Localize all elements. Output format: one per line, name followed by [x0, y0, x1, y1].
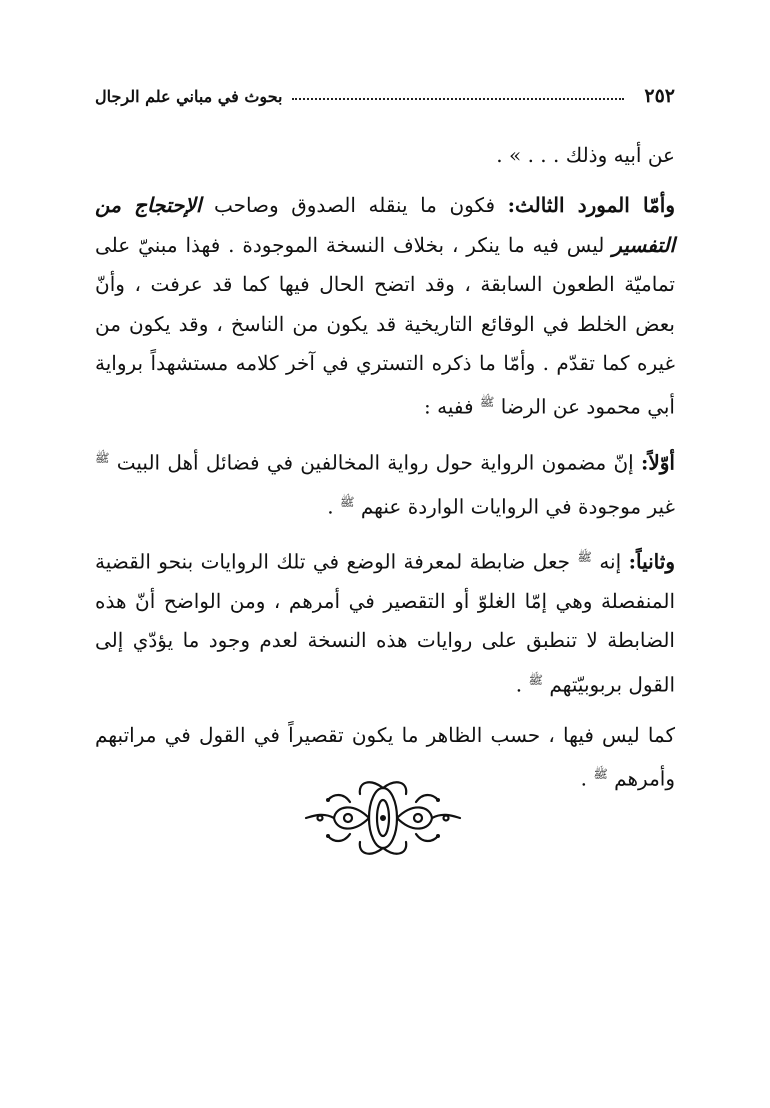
paragraph-lead: وأمّا المورد الثالث:	[507, 193, 676, 218]
paragraph-3	[95, 439, 675, 527]
honorific-symbol: ﷺ	[528, 672, 543, 687]
paragraph-text: جعل ضابطة لمعرفة الوضع في تلك الروايات بنحو القضية المنفصلة وهي إمّا الغلوّ أو التقصير في أمرهم ، ومن الواضح أنّ هذه الضابطة لا تنطبق على روايات هذه النسخة لعدم وجود ما يؤدّي إلى القول بربوبيّتهم	[95, 549, 675, 697]
paragraph-text: إنّ مضمون الرواية حول رواية المخالفين في فضائل أهل البيت	[109, 450, 641, 475]
paragraph-text: ففيه :	[424, 395, 480, 420]
paragraph-4	[95, 538, 675, 705]
paragraph-lead: أوّلاً:	[640, 450, 675, 475]
paragraph-text: .	[327, 494, 340, 519]
honorific-symbol: ﷺ	[479, 395, 495, 410]
paragraph-text: إنه	[591, 549, 629, 574]
book-title: الإحتجاج من التفسير	[95, 193, 675, 257]
paragraph-text: ليس فيه ما ينكر ، بخلاف النسخة الموجودة . فهذا مبنيّ على تماميّة الطعون السابقة ، وقد اتضح الحال فيها كما قد عرفت ، وأنّ بعض الخلط في الوقائع التاريخية قد يكون من الناسخ ، وقد يكون من غيره كما تقدّم . وأمّا ما ذكره التستري في آخر كلامه مستشهداً برواية أبي محمود عن الرضا	[95, 232, 675, 420]
paragraph-lead: وثانياً:	[628, 549, 675, 574]
page-body	[95, 136, 675, 799]
honorific-symbol: ﷺ	[577, 549, 592, 564]
honorific-symbol: ﷺ	[593, 766, 608, 781]
paragraph-text: عن أبيه وذلك . . . » .	[496, 143, 675, 167]
paragraph-text: .	[580, 766, 594, 791]
floral-ornament-icon	[298, 772, 468, 864]
page-number: ٢٥٢	[644, 85, 675, 107]
paragraph-text: فكون ما ينقله الصدوق وصاحب	[201, 193, 508, 218]
paragraph-text: كما ليس فيها ، حسب الظاهر ما يكون تقصيراً في القول في مراتبهم وأمرهم	[95, 722, 675, 791]
honorific-symbol: ﷺ	[95, 450, 110, 465]
page-header	[95, 78, 675, 114]
paragraph-text: .	[515, 672, 529, 697]
running-title: بحوث في مباني علم الرجال	[95, 86, 283, 106]
paragraph-2	[95, 186, 675, 427]
paragraph-text: غير موجودة في الروايات الواردة عنهم	[354, 494, 675, 519]
paragraph-1	[95, 136, 675, 175]
header-dotted-leader	[292, 98, 624, 100]
honorific-symbol: ﷺ	[340, 494, 355, 509]
